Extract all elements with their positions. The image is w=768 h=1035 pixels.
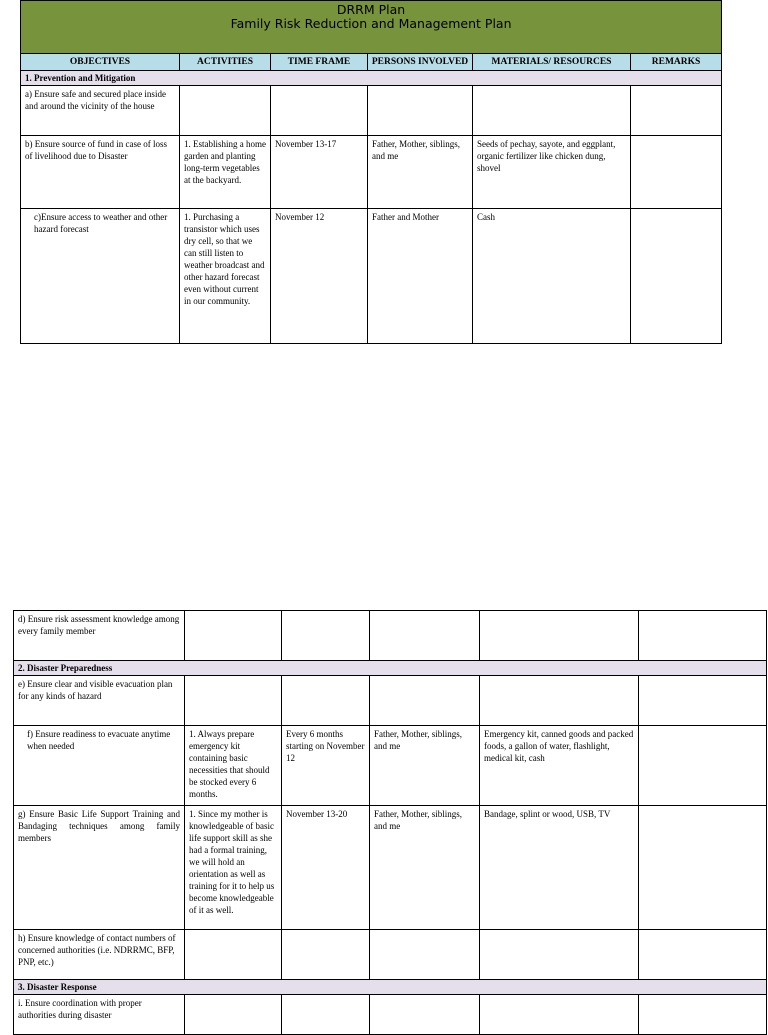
- table-row: [14, 930, 767, 980]
- time-frame-cell: [271, 86, 368, 136]
- activity-cell: [185, 930, 282, 980]
- section-heading: [14, 980, 767, 995]
- drrm-plan-table-page-2: [13, 610, 767, 1035]
- header-materials: MATERIALS/ RESOURCES: [473, 54, 631, 71]
- remarks-cell: [631, 136, 722, 209]
- materials-cell: Seeds of pechay, sayote, and eggplant, organic fertilizer like chicken dung, shovel: [473, 136, 631, 209]
- time-frame-cell: [282, 995, 370, 1035]
- time-frame-cell: [282, 930, 370, 980]
- objective-cell: i. Ensure coordination with proper authorities during disaster: [14, 995, 185, 1035]
- objective-cell: b) Ensure source of fund in case of loss of livelihood due to Disaster: [21, 136, 180, 209]
- materials-cell: [480, 995, 639, 1035]
- objective-cell: e) Ensure clear and visible evacuation plan for any kinds of hazard: [14, 676, 185, 726]
- objective-cell: c)Ensure access to weather and other hazard forecast: [21, 209, 180, 344]
- section-heading: [21, 71, 722, 86]
- activity-cell: 1. Always prepare emergency kit containing basic necessities that should be stocked every 6 months.: [185, 726, 282, 806]
- persons-cell: [370, 676, 480, 726]
- table-row: [14, 806, 767, 930]
- header-objectives: OBJECTIVES: [21, 54, 180, 71]
- time-frame-cell: [282, 611, 370, 661]
- activity-cell: 1. Since my mother is knowledgeable of basic life support skill as she had a formal training, we will hold an orientation as well as training for it to help us become knowledgeable of it as well.: [185, 806, 282, 930]
- section-response-label: 3. Disaster Response: [14, 980, 767, 995]
- table-row: [21, 86, 722, 136]
- activity-cell: 1. Establishing a home garden and planting long-term vegetables at the backyard.: [180, 136, 271, 209]
- time-frame-cell: November 13-20: [282, 806, 370, 930]
- materials-cell: Emergency kit, canned goods and packed foods, a gallon of water, flashlight, medical kit, cash: [480, 726, 639, 806]
- title-banner: [21, 1, 722, 54]
- persons-cell: [368, 86, 473, 136]
- objective-cell: h) Ensure knowledge of contact numbers of concerned authorities (i.e. NDRRMC, BFP, PNP, etc.): [14, 930, 185, 980]
- remarks-cell: [639, 611, 767, 661]
- table-row: [14, 676, 767, 726]
- time-frame-cell: Every 6 months starting on November 12: [282, 726, 370, 806]
- column-header-row: [21, 54, 722, 71]
- document-subtitle: Family Risk Reduction and Management Plan: [230, 16, 512, 31]
- remarks-cell: [631, 209, 722, 344]
- objective-cell: f) Ensure readiness to evacuate anytime when needed: [14, 726, 185, 806]
- persons-cell: Father, Mother, siblings, and me: [368, 136, 473, 209]
- document-title: DRRM Plan: [336, 2, 406, 17]
- activity-cell: [185, 611, 282, 661]
- header-time-frame: TIME FRAME: [271, 54, 368, 71]
- materials-cell: [480, 676, 639, 726]
- activity-cell: [180, 86, 271, 136]
- objective-cell: d) Ensure risk assessment knowledge among every family member: [14, 611, 185, 661]
- activity-cell: [185, 676, 282, 726]
- remarks-cell: [639, 726, 767, 806]
- section-prevention-label: 1. Prevention and Mitigation: [21, 71, 722, 86]
- persons-cell: Father, Mother, siblings, and me: [370, 726, 480, 806]
- activity-cell: [185, 995, 282, 1035]
- materials-cell: [473, 86, 631, 136]
- materials-cell: Bandage, splint or wood, USB, TV: [480, 806, 639, 930]
- table-row: [21, 136, 722, 209]
- objective-cell: a) Ensure safe and secured place inside and around the vicinity of the house: [21, 86, 180, 136]
- materials-cell: Cash: [473, 209, 631, 344]
- section-preparedness-label: 2. Disaster Preparedness: [14, 661, 767, 676]
- persons-cell: Father, Mother, siblings, and me: [370, 806, 480, 930]
- remarks-cell: [639, 676, 767, 726]
- header-remarks: REMARKS: [631, 54, 722, 71]
- table-row: [14, 611, 767, 661]
- time-frame-cell: [282, 676, 370, 726]
- time-frame-cell: November 12: [271, 209, 368, 344]
- materials-cell: [480, 930, 639, 980]
- drrm-plan-table-page-1: [20, 0, 722, 344]
- remarks-cell: [639, 930, 767, 980]
- section-heading: [14, 661, 767, 676]
- time-frame-cell: November 13-17: [271, 136, 368, 209]
- table-row: [14, 726, 767, 806]
- persons-cell: [370, 611, 480, 661]
- table-row: [14, 995, 767, 1035]
- header-persons-involved: PERSONS INVOLVED: [368, 54, 473, 71]
- remarks-cell: [639, 995, 767, 1035]
- remarks-cell: [639, 806, 767, 930]
- activity-cell: 1. Purchasing a transistor which uses dry cell, so that we can still listen to weather broadcast and other hazard forecast even without current in our community.: [180, 209, 271, 344]
- persons-cell: [370, 930, 480, 980]
- objective-cell: g) Ensure Basic Life Support Training and Bandaging techniques among family members: [14, 806, 185, 930]
- persons-cell: [370, 995, 480, 1035]
- table-row: [21, 209, 722, 344]
- remarks-cell: [631, 86, 722, 136]
- materials-cell: [480, 611, 639, 661]
- header-activities: ACTIVITIES: [180, 54, 271, 71]
- persons-cell: Father and Mother: [368, 209, 473, 344]
